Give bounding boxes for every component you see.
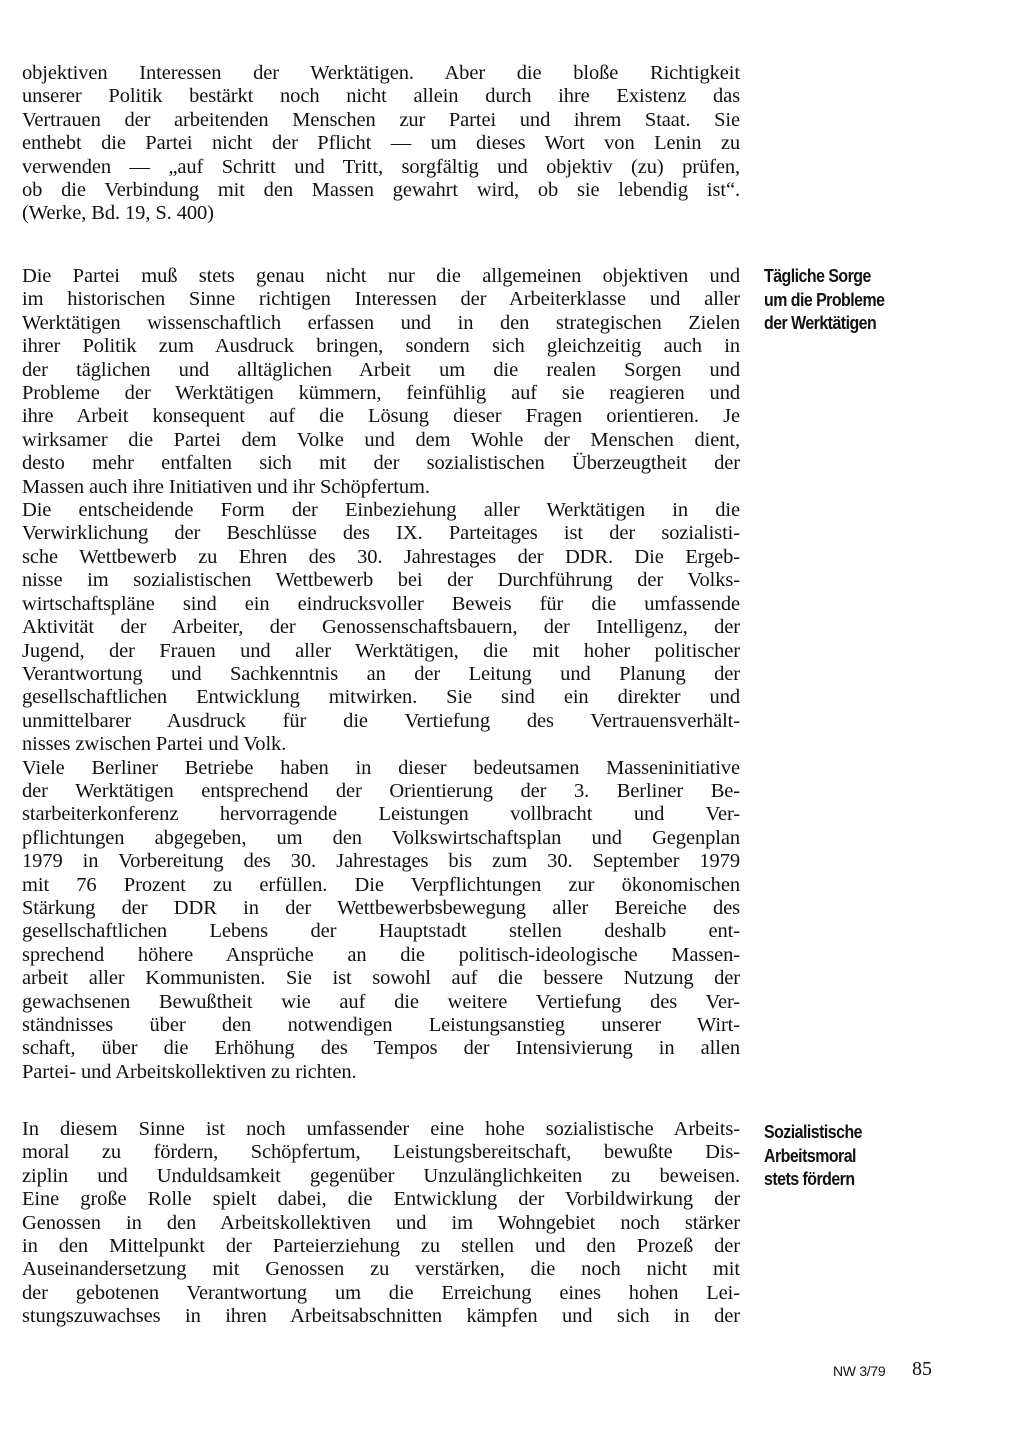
text-line: Probleme der Werktätigen kümmern, feinfühlig auf sie reagieren und [22,382,740,405]
text-line: enthebt die Partei nicht der Pflicht — um dieses Wort von Lenin zu [22,132,740,155]
text-line: (Werke, Bd. 19, S. 400) [22,202,214,225]
text-line: Die Partei muß stets genau nicht nur die allgemeinen objektiven und [22,265,740,287]
text-line: gewachsenen Bewußtheit wie auf die weitere Vertiefung des Ver- [22,990,740,1013]
margin-note-daily-concern [764,264,970,335]
text-line: in den Mittelpunkt der Parteierziehung zu stellen und den Prozeß der [22,1235,740,1258]
text-block-daily-concern [22,265,740,1084]
margin-note-line: um die Probleme [764,288,885,310]
margin-note-line: Sozialistische [764,1121,863,1142]
text-line: Genossen in den Arbeitskollektiven und im Wohngebiet noch stärker [22,1211,740,1234]
text-line: nisses zwischen Partei und Volk. [22,733,287,756]
text-line: Massen auch ihre Initiativen und ihr Schöpfertum. [22,475,430,498]
margin-note-work-morale [764,1120,970,1191]
text-line: Jugend, der Frauen und aller Werktätigen, die mit hoher politischer [22,639,740,662]
text-line: mit 76 Prozent zu erfüllen. Die Verpflichtungen zur ökonomischen [22,873,740,896]
text-line: Viele Berliner Betriebe haben in dieser bedeutsamen Masseninitiative [22,756,740,779]
margin-note-line: Arbeitsmoral [764,1144,856,1166]
text-line: In diesem Sinne ist noch umfassender eine hohe sozialistische Arbeits- [22,1118,740,1140]
text-line: moral zu fördern, Schöpfertum, Leistungsbereitschaft, bewußte Dis- [22,1141,740,1164]
margin-note-line: der Werktätigen [764,312,877,333]
issue-label: NW 3/79 [833,1363,886,1379]
text-line: ob die Verbindung mit den Massen gewahrt wird, ob sie lebendig ist“. [22,179,740,202]
text-line: unserer Politik bestärkt noch nicht allein durch ihre Existenz das [22,85,740,108]
text-line: Verwirklichung der Beschlüsse des IX. Parteitages ist der sozialisti- [22,522,740,545]
margin-note-line: Tägliche Sorge [764,265,871,286]
text-line: desto mehr entfalten sich mit der sozialistischen Überzeugtheit der [22,452,740,475]
text-line: wirtschaftspläne sind ein eindrucksvoller Beweis für die umfassende [22,592,740,615]
text-line: Werktätigen wissenschaftlich erfassen und in den strategischen Zielen [22,311,740,334]
text-line: unmittelbarer Ausdruck für die Vertiefung des Vertrauensverhält- [22,709,740,732]
text-line: Die entscheidende Form der Einbeziehung aller Werktätigen in die [22,499,740,522]
text-line: Verantwortung und Sachkenntnis an der Leitung und Planung der [22,662,740,685]
text-line: Aktivität der Arbeiter, der Genossenschaftsbauern, der Intelligenz, der [22,616,740,639]
text-line: ihrer Politik zum Ausdruck bringen, sondern sich gleichzeitig auch in [22,335,740,358]
text-block-work-morale [22,1118,740,1329]
text-line: verwenden — „auf Schritt und Tritt, sorgfältig und objektiv (zu) prüfen, [22,155,740,178]
text-line: sprechend höhere Ansprüche an die politisch-ideologische Massen- [22,943,740,966]
text-line: ziplin und Unduldsamkeit gegenüber Unzulänglichkeiten zu beweisen. [22,1164,740,1187]
text-block-intro [22,62,740,226]
text-line: ihre Arbeit konsequent auf die Lösung dieser Fragen orientieren. Je [22,405,740,428]
text-line: Eine große Rolle spielt dabei, die Entwicklung der Vorbildwirkung der [22,1188,740,1211]
text-line: der Werktätigen entsprechend der Orientierung der 3. Berliner Be- [22,779,740,802]
text-line: gesellschaftlichen Lebens der Hauptstadt stellen deshalb ent- [22,920,740,943]
text-line: objektiven Interessen der Werktätigen. Aber die bloße Richtigkeit [22,62,740,84]
text-line: Auseinandersetzung mit Genossen zu verstärken, die noch nicht mit [22,1258,740,1281]
text-line: im historischen Sinne richtigen Interessen der Arbeiterklasse und aller [22,288,740,311]
text-line: ständnisses über den notwendigen Leistungsanstieg unserer Wirt- [22,1014,740,1036]
text-line: 1979 in Vorbereitung des 30. Jahrestages bis zum 30. September 1979 [22,850,740,873]
text-line: nisse im sozialistischen Wettbewerb bei der Durchführung der Volks- [22,569,740,592]
text-line: der gebotenen Verantwortung um die Erreichung eines hohen Lei- [22,1281,740,1304]
text-line: starbeiterkonferenz hervorragende Leistungen vollbracht und Ver- [22,803,740,826]
margin-note-line: stets fördern [764,1168,855,1189]
text-line: sche Wettbewerb zu Ehren des 30. Jahrestages der DDR. Die Ergeb- [22,545,740,568]
text-line: der täglichen und alltäglichen Arbeit um die realen Sorgen und [22,358,740,381]
text-line: Partei- und Arbeitskollektiven zu richten. [22,1060,357,1083]
text-line: gesellschaftlichen Entwicklung mitwirken. Sie sind ein direkter und [22,686,740,709]
text-line: Stärkung der DDR in der Wettbewerbsbewegung aller Bereiche des [22,896,740,919]
text-line: Vertrauen der arbeitenden Menschen zur Partei und ihrem Staat. Sie [22,108,740,131]
page-number: 85 [912,1358,932,1380]
text-line: schaft, über die Erhöhung des Tempos der Intensivierung in allen [22,1037,740,1060]
text-line: pflichtungen abgegeben, um den Volkswirtschaftsplan und Gegenplan [22,826,740,849]
text-line: stungszuwachses in ihren Arbeitsabschnitten kämpfen und sich in der [22,1305,740,1328]
text-line: wirksamer die Partei dem Volke und dem Wohle der Menschen dient, [22,428,740,451]
text-line: arbeit aller Kommunisten. Sie ist sowohl auf die bessere Nutzung der [22,967,740,990]
